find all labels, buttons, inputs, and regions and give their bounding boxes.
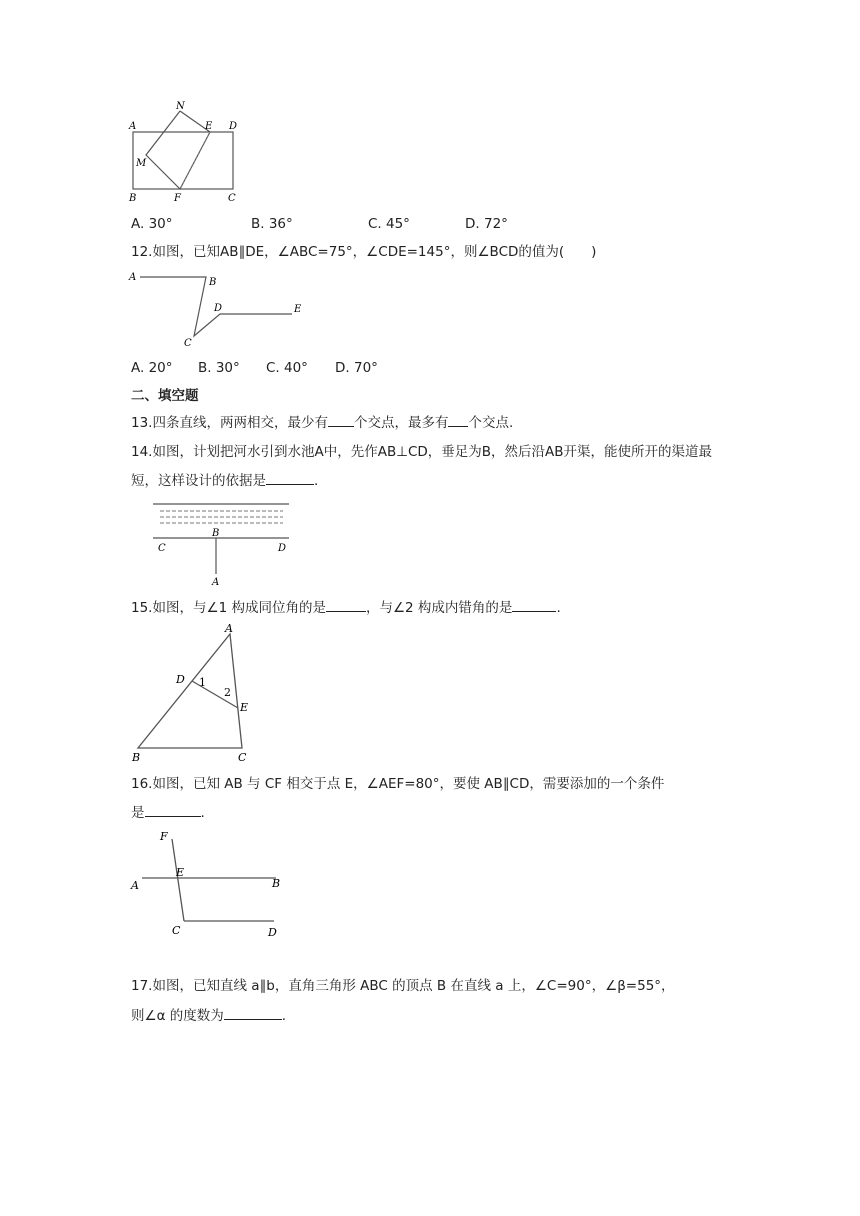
q12-question: 12.如图，已知AB∥DE，∠ABC=75°，∠CDE=145°，则∠BCD的值为( ) xyxy=(131,244,597,260)
q14-text-end: . xyxy=(314,473,319,489)
label-B: B xyxy=(272,877,281,890)
q14-text: 短，这样设计的依据是 xyxy=(131,473,266,489)
label-D: D xyxy=(214,303,223,314)
label-B: B xyxy=(212,528,220,539)
label-C: C xyxy=(238,751,247,764)
q13-text-2: 个交点，最多有 xyxy=(353,415,449,431)
label-C: C xyxy=(228,193,236,204)
q13-text-3: 个交点. xyxy=(468,415,514,431)
q13-blank-max xyxy=(448,413,468,427)
label-D: D xyxy=(268,926,277,939)
label-A: A xyxy=(212,577,220,588)
q15-text-2: ，与∠2 构成内错角的是 xyxy=(365,600,513,616)
figure-q12-parallel-lines xyxy=(124,266,314,350)
figure-q16-intersecting-lines xyxy=(128,826,286,940)
label-F: F xyxy=(160,830,168,843)
label-B: B xyxy=(129,193,137,204)
figure-q15-triangle xyxy=(128,622,264,764)
label-B: B xyxy=(132,751,141,764)
q12-option-b: B. 30° xyxy=(198,360,240,376)
q11-option-c: C. 45° xyxy=(368,216,410,232)
q12-option-a: A. 20° xyxy=(131,360,173,376)
q16-text: 是 xyxy=(131,805,145,821)
label-N: N xyxy=(176,101,185,112)
label-angle-1: 1 xyxy=(199,676,206,689)
q13-text-1: 13.四条直线，两两相交，最少有 xyxy=(131,415,328,431)
q12-option-c: C. 40° xyxy=(266,360,308,376)
q17-question-line2 xyxy=(131,1006,286,1026)
label-A: A xyxy=(129,272,137,283)
q13-question xyxy=(131,413,513,433)
label-F: F xyxy=(174,193,181,204)
label-C: C xyxy=(158,543,166,554)
label-M: M xyxy=(136,158,147,169)
label-A: A xyxy=(131,879,139,892)
q16-text-end: . xyxy=(200,805,205,821)
label-E: E xyxy=(294,304,302,315)
q16-blank xyxy=(145,803,201,817)
label-C: C xyxy=(172,924,181,937)
label-B: B xyxy=(209,277,217,288)
label-D: D xyxy=(176,673,185,686)
q17-text-end: . xyxy=(281,1008,287,1024)
q14-question-line2 xyxy=(131,471,318,491)
q15-question xyxy=(131,598,561,618)
q15-blank-2 xyxy=(512,598,556,612)
label-C: C xyxy=(184,338,192,349)
q12-option-d: D. 70° xyxy=(335,360,378,376)
q15-text-1: 15.如图，与∠1 构成同位角的是 xyxy=(131,600,326,616)
q11-option-a: A. 30° xyxy=(131,216,173,232)
label-A: A xyxy=(129,121,137,132)
q17-blank xyxy=(224,1006,282,1020)
label-angle-2: 2 xyxy=(224,686,231,699)
label-A: A xyxy=(225,622,233,635)
label-D: D xyxy=(278,543,287,554)
q17-question-line1: 17.如图，已知直线 a∥b，直角三角形 ABC 的顶点 B 在直线 a 上，∠C=90°，∠β=55°， xyxy=(131,978,675,994)
label-E: E xyxy=(176,866,185,879)
section-heading-fill-in: 二、填空题 xyxy=(131,388,199,404)
label-E: E xyxy=(240,701,249,714)
q14-blank xyxy=(266,471,314,485)
q11-option-d: D. 72° xyxy=(465,216,508,232)
q17-text: 则∠α 的度数为 xyxy=(131,1008,224,1024)
q13-blank-min xyxy=(328,413,354,427)
figure-q11-rectangle-fold xyxy=(124,98,254,208)
q11-option-b: B. 36° xyxy=(251,216,293,232)
q15-blank-1 xyxy=(326,598,366,612)
label-E: E xyxy=(205,121,213,132)
q15-text-3: . xyxy=(556,600,561,616)
q16-question-line1: 16.如图，已知 AB 与 CF 相交于点 E，∠AEF=80°，要使 AB∥CD，需要添加的一个条件 xyxy=(131,776,665,792)
figure-q14-canal xyxy=(150,500,292,588)
q14-question-line1: 14.如图，计划把河水引到水池A中，先作AB⊥CD，垂足为B，然后沿AB开渠，能使所开的渠道最 xyxy=(131,444,713,460)
q16-question-line2 xyxy=(131,803,205,823)
label-D: D xyxy=(229,121,238,132)
